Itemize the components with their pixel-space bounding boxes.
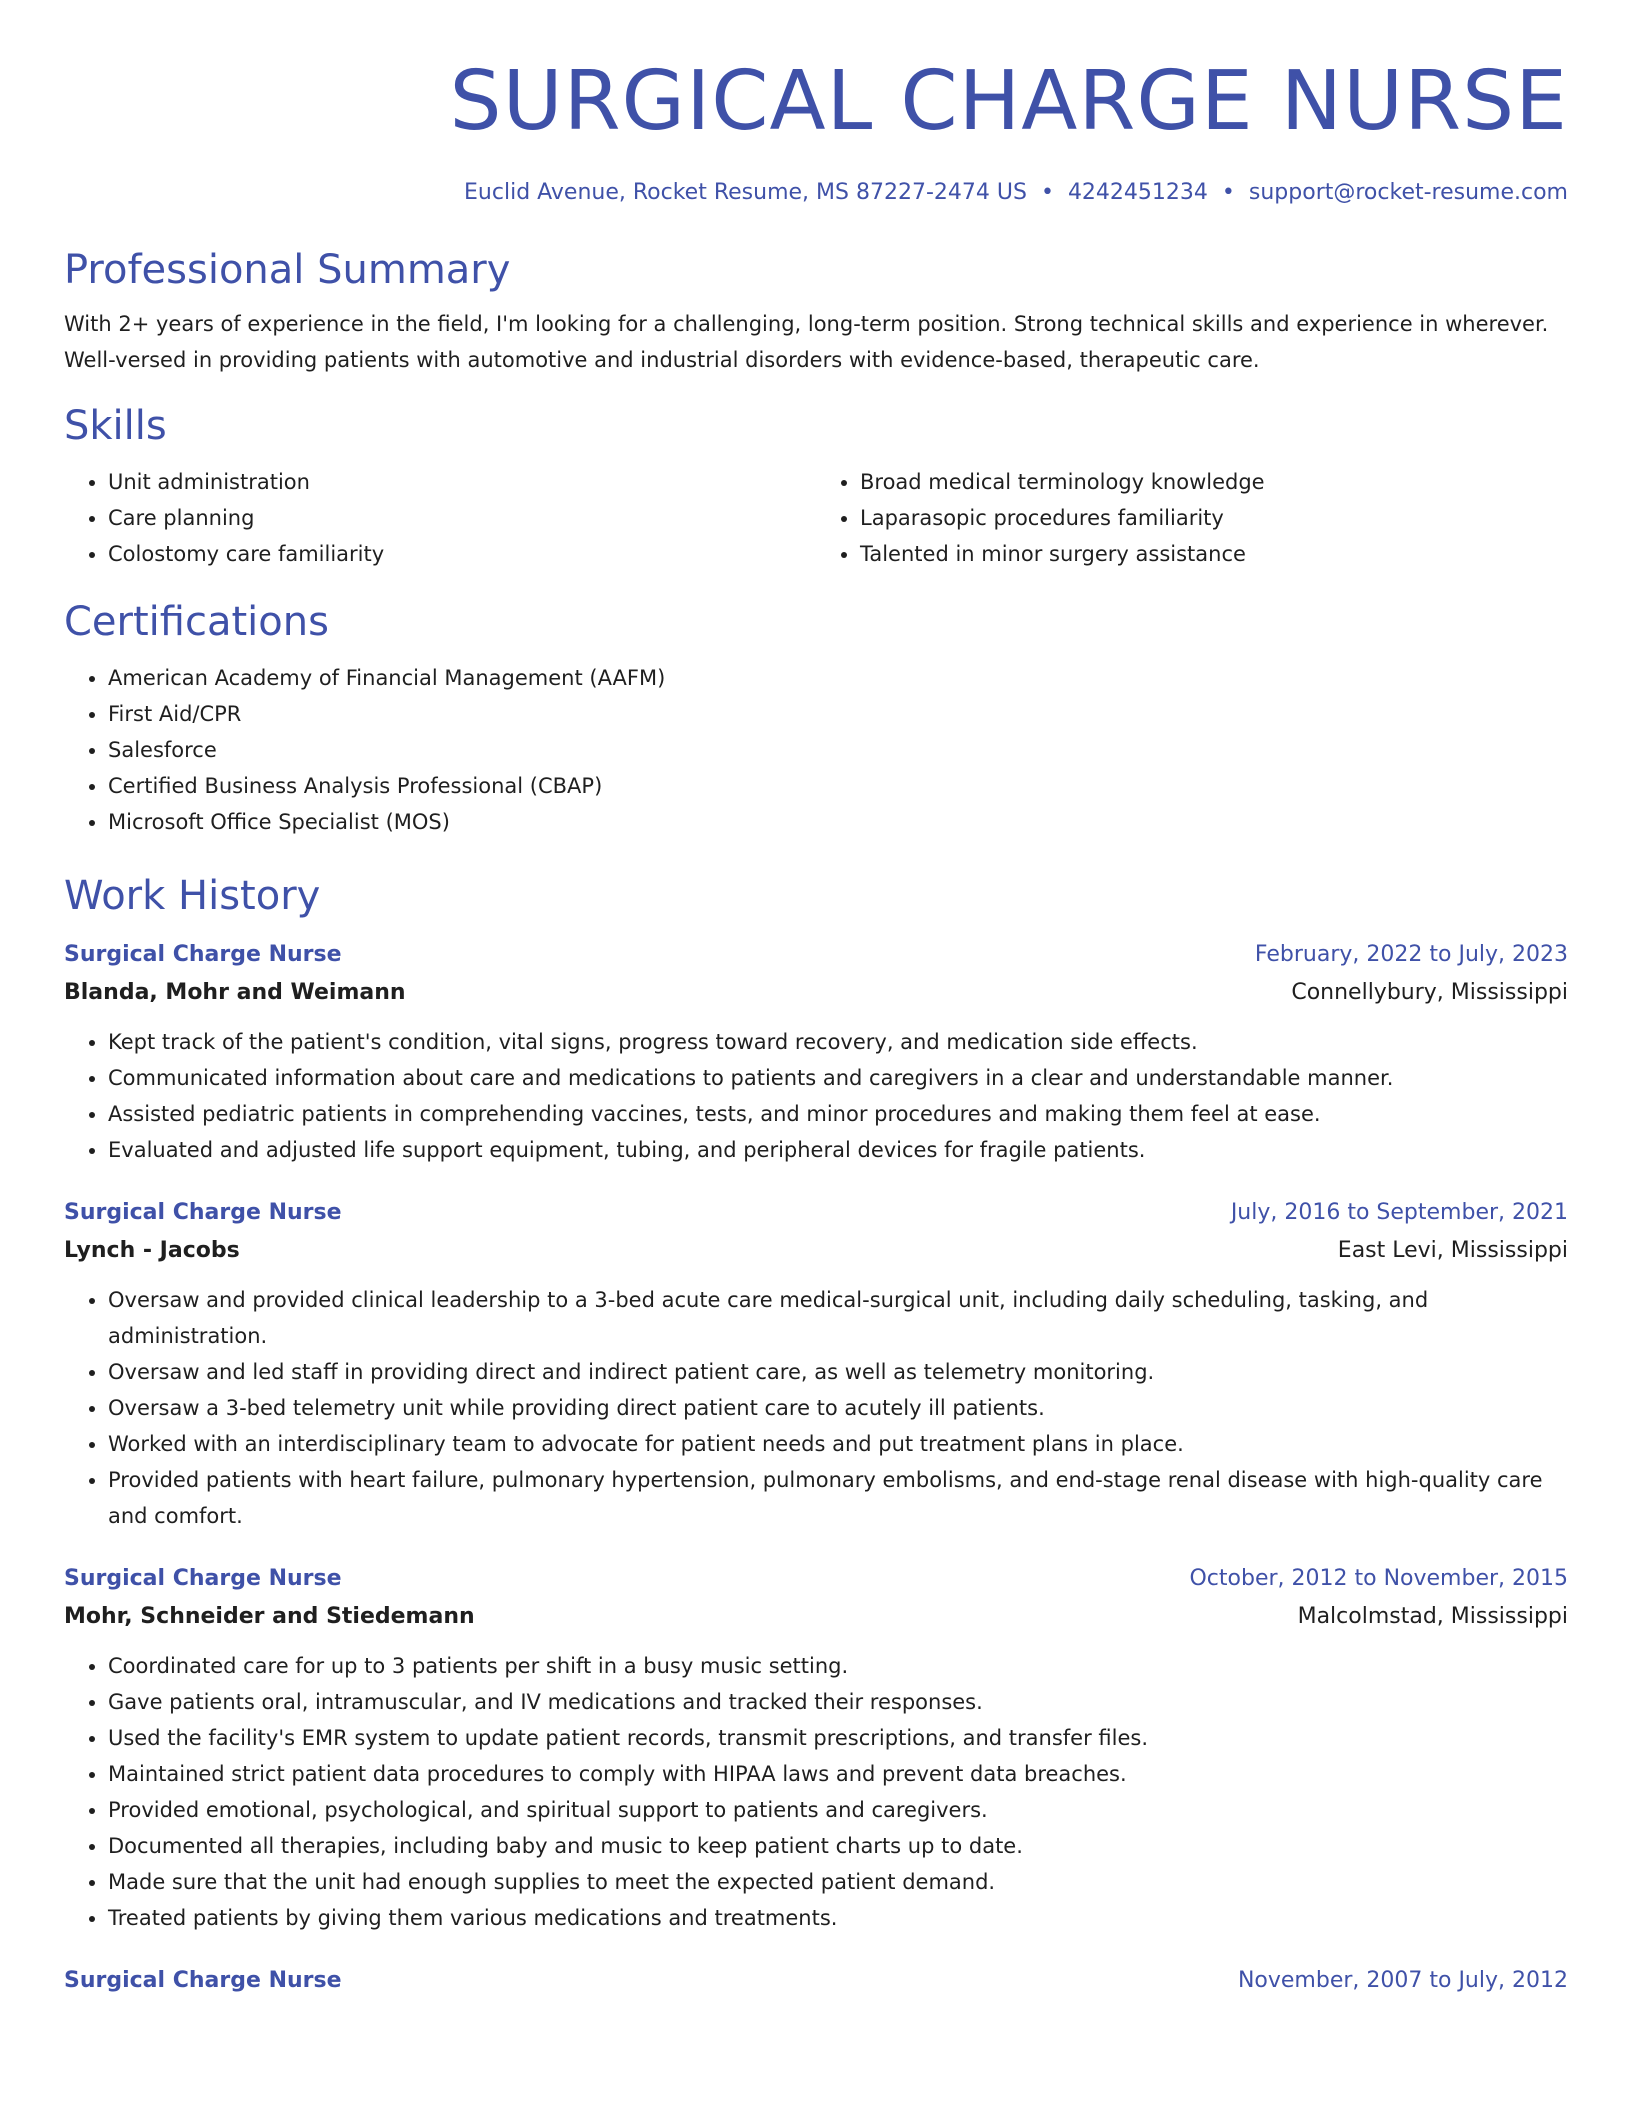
skill-item: • Laparasopic procedures familiarity (860, 500, 1568, 536)
job-bullets (64, 1648, 1568, 1936)
job-title: Surgical Charge Nurse (64, 942, 342, 967)
skill-item: • Colostomy care familiarity (108, 536, 816, 572)
job-title: Surgical Charge Nurse (64, 1566, 342, 1591)
certification-item: • First Aid/CPR (108, 696, 1568, 732)
certifications-list (64, 660, 1568, 840)
certifications-section (64, 596, 1568, 840)
job-entry (64, 936, 1568, 1168)
resume-header (64, 0, 1568, 208)
contact-separator: • (1221, 180, 1235, 205)
job-bullet: • Oversaw and led staff in providing direct and indirect patient care, as well as telemetry monitoring. (108, 1354, 1568, 1390)
job-bullet: • Assisted pediatric patients in comprehending vaccines, tests, and minor procedures and making them feel at ease. (108, 1096, 1568, 1132)
work-history-section (64, 870, 1568, 2000)
job-title: Surgical Charge Nurse (64, 1968, 342, 1993)
job-bullet: • Oversaw and provided clinical leadership to a 3-bed acute care medical-surgical unit, including daily scheduling, tasking, and administration. (108, 1282, 1568, 1354)
job-entry (64, 1962, 1568, 2000)
summary-section (64, 244, 1568, 378)
job-company: Mohr, Schneider and Stiedemann (64, 1604, 475, 1629)
skills-heading: Skills (64, 403, 167, 449)
job-bullet: • Provided patients with heart failure, pulmonary hypertension, pulmonary embolisms, and end-stage renal disease with high-quality care and comfort. (108, 1462, 1568, 1534)
contact-separator: • (1040, 180, 1054, 205)
job-company-row (64, 1598, 1568, 1636)
job-entry (64, 1560, 1568, 1936)
job-title-row (64, 936, 1568, 974)
job-bullet: • Documented all therapies, including baby and music to keep patient charts up to date. (108, 1828, 1568, 1864)
job-title: Surgical Charge Nurse (64, 1200, 342, 1225)
job-title-row (64, 1962, 1568, 2000)
job-bullet: • Coordinated care for up to 3 patients per shift in a busy music setting. (108, 1648, 1568, 1684)
skills-right-list (816, 464, 1568, 572)
contact-line (64, 178, 1568, 208)
job-bullets (64, 1024, 1568, 1168)
job-company-row (64, 1232, 1568, 1270)
job-bullets (64, 1282, 1568, 1534)
certification-item: • Certified Business Analysis Professional (CBAP) (108, 768, 1568, 804)
certification-item: • Microsoft Office Specialist (MOS) (108, 804, 1568, 840)
contact-email[interactable]: support@rocket-resume.com (1248, 180, 1568, 205)
job-bullet: • Worked with an interdisciplinary team to advocate for patient needs and put treatment plans in place. (108, 1426, 1568, 1462)
job-company: Lynch - Jacobs (64, 1238, 240, 1263)
job-entry (64, 1194, 1568, 1534)
job-company-row (64, 974, 1568, 1012)
job-bullet: • Communicated information about care and medications to patients and caregivers in a clear and understandable manner. (108, 1060, 1568, 1096)
job-location: East Levi, Mississippi (1337, 1238, 1568, 1263)
job-title-row (64, 1194, 1568, 1232)
job-location: Connellybury, Mississippi (1291, 980, 1568, 1005)
job-dates: February, 2022 to July, 2023 (1254, 942, 1568, 967)
job-dates: October, 2012 to November, 2015 (1189, 1566, 1568, 1591)
job-bullet: • Gave patients oral, intramuscular, and IV medications and tracked their responses. (108, 1684, 1568, 1720)
job-dates: July, 2016 to September, 2021 (1230, 1200, 1568, 1225)
skills-left-list (64, 464, 816, 572)
summary-text: With 2+ years of experience in the field, I'm looking for a challenging, long-term position. Strong technical skills and experience in wherever. Well-versed in providing patients with automotive and industrial disorders with evidence-based, therapeutic care. (64, 312, 1549, 372)
skill-item: • Unit administration (108, 464, 816, 500)
skill-item: • Care planning (108, 500, 816, 536)
job-bullet: • Kept track of the patient's condition, vital signs, progress toward recovery, and medication side effects. (108, 1024, 1568, 1060)
skills-columns (64, 464, 1568, 572)
job-bullet: • Provided emotional, psychological, and spiritual support to patients and caregivers. (108, 1792, 1568, 1828)
job-title-row (64, 1560, 1568, 1598)
job-bullet: • Oversaw a 3-bed telemetry unit while providing direct patient care to acutely ill patients. (108, 1390, 1568, 1426)
candidate-name: SURGICAL CHARGE NURSE (449, 54, 1568, 149)
summary-heading: Professional Summary (64, 247, 511, 293)
contact-address: Euclid Avenue, Rocket Resume, MS 87227-2474 US (464, 180, 1027, 205)
job-bullet: • Maintained strict patient data procedures to comply with HIPAA laws and prevent data breaches. (108, 1756, 1568, 1792)
skill-item: • Broad medical terminology knowledge (860, 464, 1568, 500)
skills-section (64, 400, 1568, 572)
certifications-heading: Certifications (64, 599, 329, 645)
job-bullet: • Treated patients by giving them various medications and treatments. (108, 1900, 1568, 1936)
job-location: Malcolmstad, Mississippi (1297, 1604, 1568, 1629)
job-bullet: • Evaluated and adjusted life support equipment, tubing, and peripheral devices for fragile patients. (108, 1132, 1568, 1168)
job-dates: November, 2007 to July, 2012 (1237, 1968, 1568, 1993)
contact-phone: 4242451234 (1067, 180, 1208, 205)
job-company: Blanda, Mohr and Weimann (64, 980, 406, 1005)
certification-item: • Salesforce (108, 732, 1568, 768)
certification-item: • American Academy of Financial Management (AAFM) (108, 660, 1568, 696)
skill-item: • Talented in minor surgery assistance (860, 536, 1568, 572)
work-history-heading: Work History (64, 873, 321, 919)
job-bullet: • Used the facility's EMR system to update patient records, transmit prescriptions, and transfer files. (108, 1720, 1568, 1756)
job-bullet: • Made sure that the unit had enough supplies to meet the expected patient demand. (108, 1864, 1568, 1900)
